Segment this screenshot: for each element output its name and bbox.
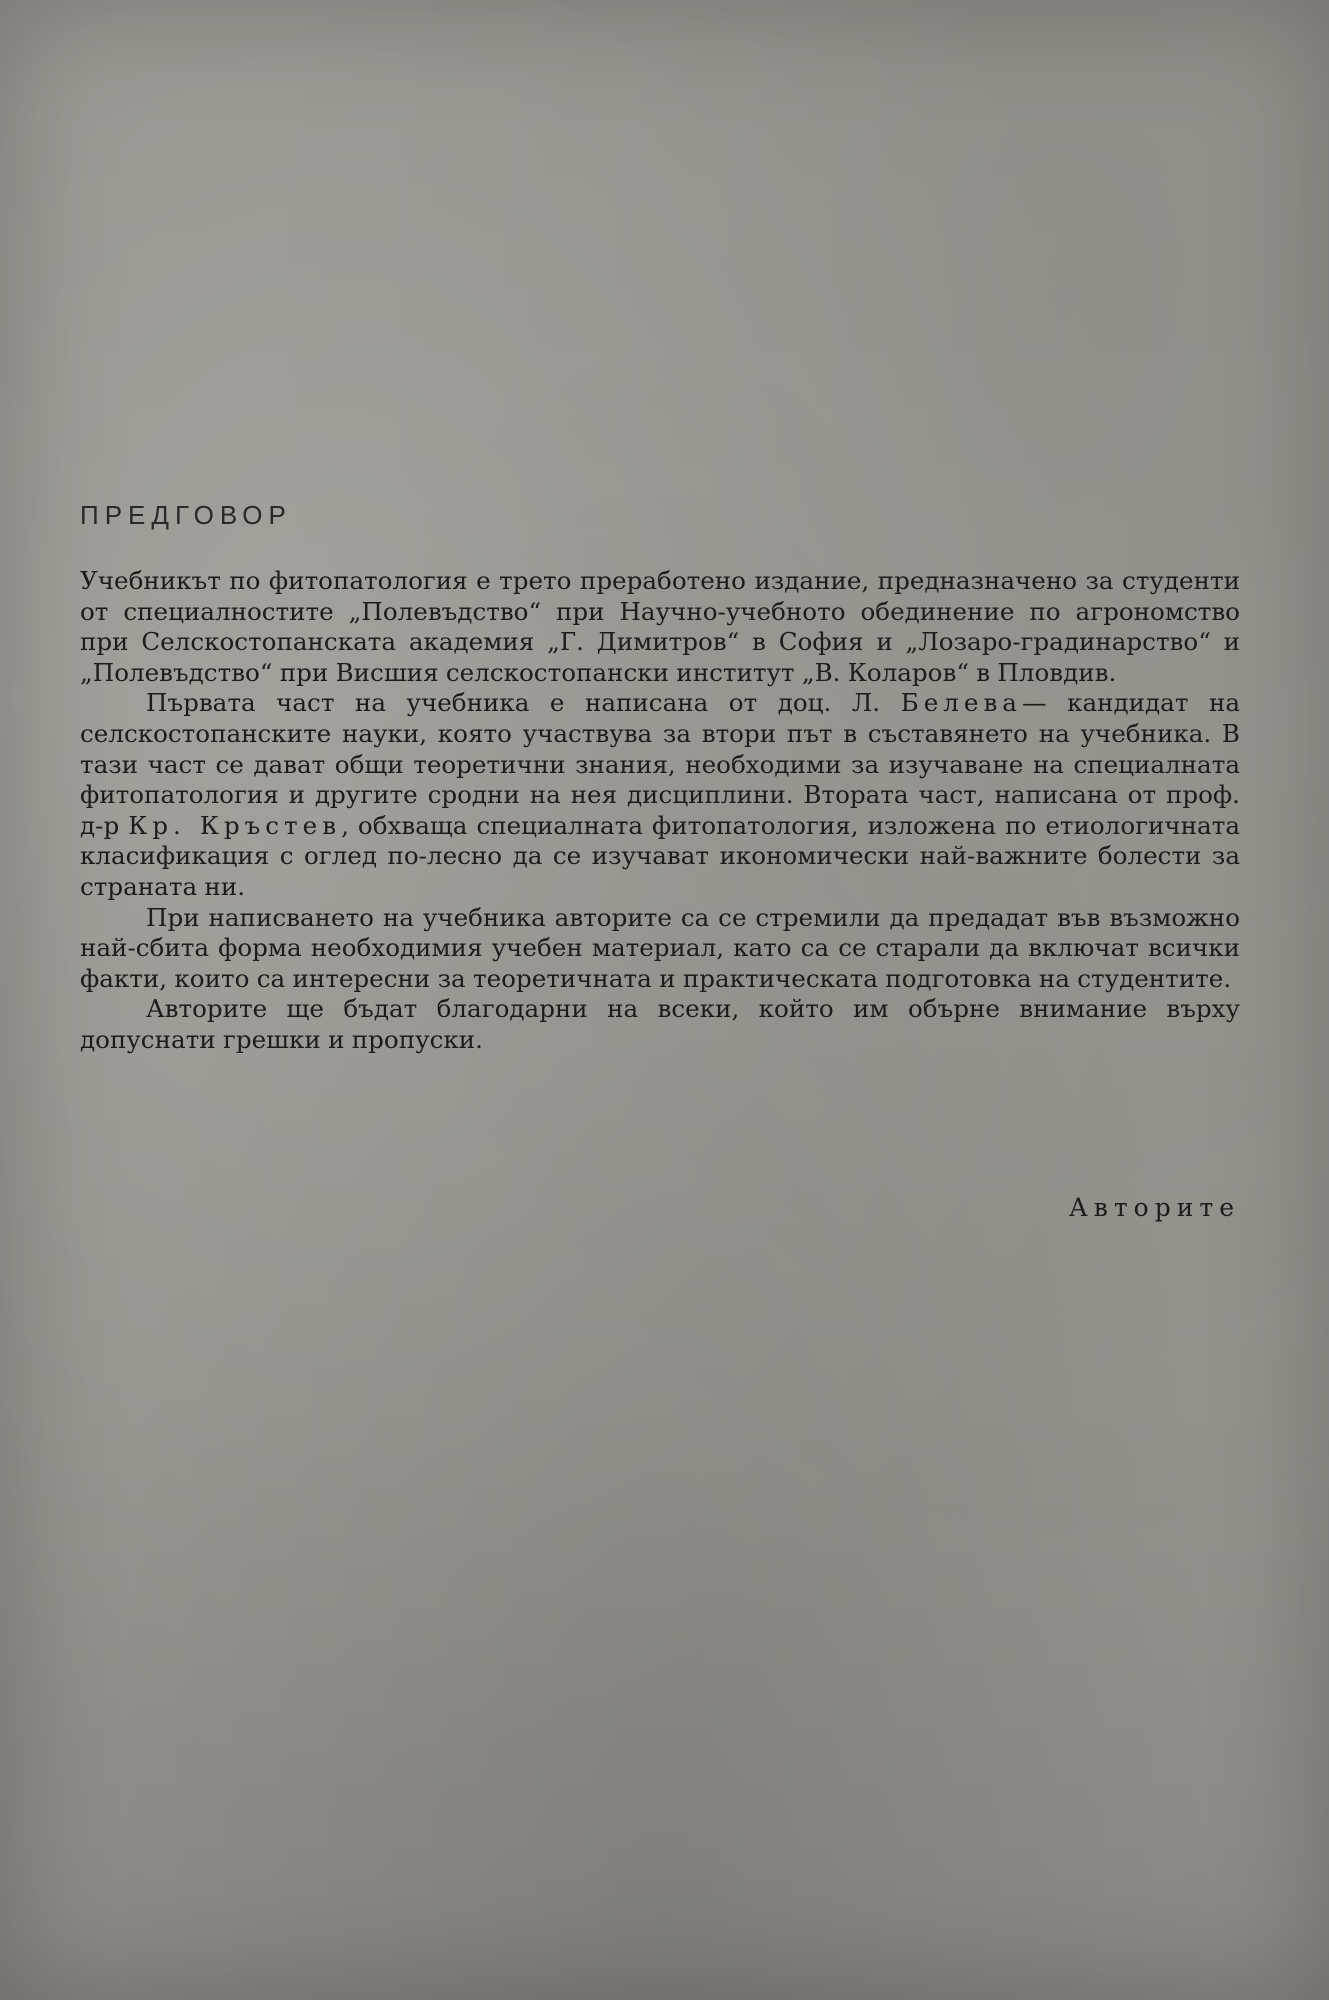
signature: Авторите (1068, 1193, 1240, 1222)
author-name-beleva: Белева (900, 688, 1022, 718)
paragraph-2-text-b: — кандидат на селскостопанските науки, която участвува за втори път в съставянето на учебника. В тази част се дават общи теоретични знания, необходими за изучаване на специалната фитопатология и другите сродни на нея дисциплини. Втората част, написана от проф. д-р (80, 688, 1241, 840)
paragraph-2-text-a: Първата част на учебника е написана от доц. Л. (146, 688, 881, 718)
page-title: ПРЕДГОВОР (80, 500, 292, 530)
preface-body (80, 566, 1240, 1056)
author-name-krastev: Кр. Кръстев (128, 810, 342, 840)
paragraph-2-text-c: , обхваща специалната фитопатология, изложена по етиологичната класификация с оглед по-лесно да се изучават икономически най-важните болести за страната ни. (80, 810, 1240, 901)
paragraph-4: Авторите ще бъдат благодарни на всеки, който им обърне внимание върху допуснати грешки и пропуски. (80, 994, 1240, 1054)
paragraph-2 (80, 688, 1240, 902)
paragraph-1: Учебникът по фитопатология е трето преработено издание, предназначено за студенти от специалностите „Полевъдство“ при Научно-учебното обединение по агрономство при Селскостопанската академия „Г. Димитров“ в София и „Лозаро-градинарство“ и „Полевъдство“ при Висшия селскостопански институт „В. Коларов“ в Пловдив. (80, 566, 1240, 687)
paragraph-3: При написването на учебника авторите са се стремили да предадат във възможно най-сбита форма необходимия учебен материал, като са се старали да включат всички факти, които са интересни за теоретичната и практическата подготовка на студентите. (80, 902, 1240, 993)
